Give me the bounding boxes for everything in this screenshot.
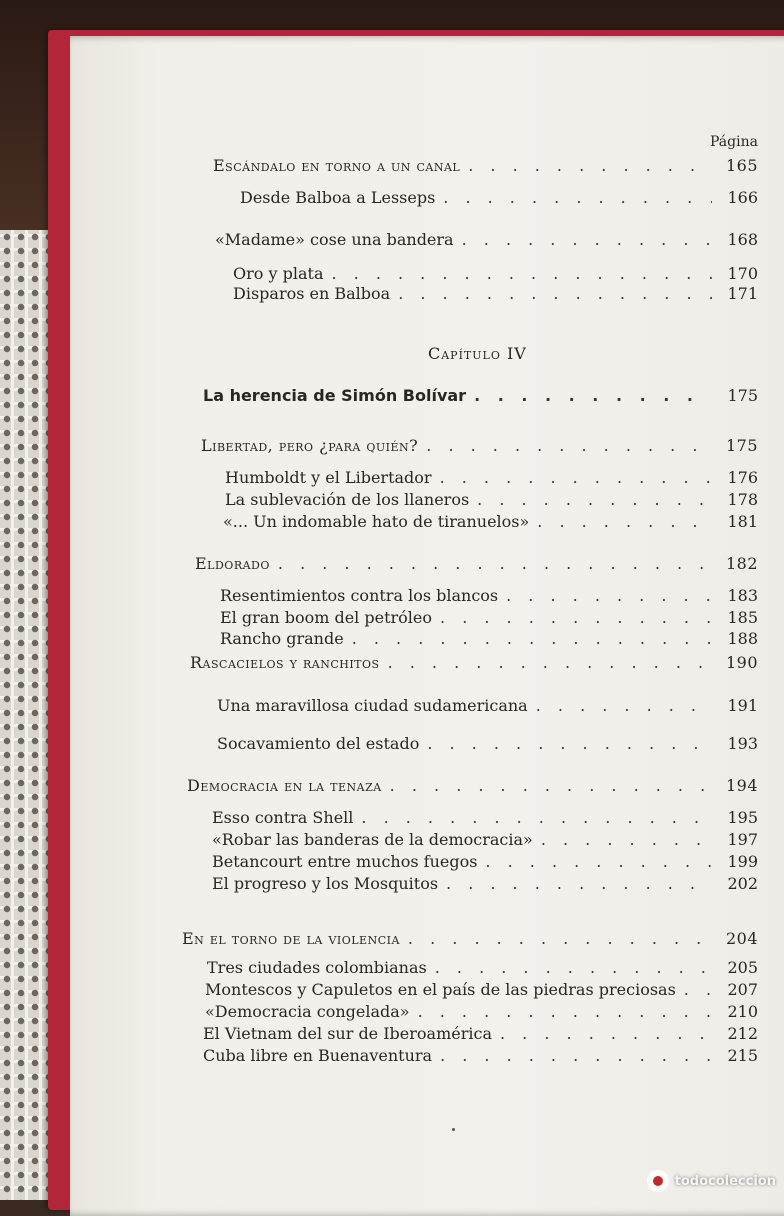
toc-entry: Eldorado . . . 182 [195,554,758,580]
toc-entry: Una maravillosa ciudad sudamericana . . . 191 [217,696,758,722]
watermark-text: todocoleccion [674,1173,776,1189]
toc-entry: El Vietnam del sur de Iberoamérica . . . 212 [203,1024,758,1050]
toc-entry: «... Un indomable hato de tiranuelos» . . . 181 [223,512,758,538]
toc-entry: En el torno de la violencia . . . 204 [182,929,758,955]
toc-entry: Montescos y Capuletos en el país de las piedras preciosas . . . 207 [205,980,758,1006]
toc-entry: Oro y plata . . . 170 [233,264,758,290]
book-page [70,36,784,1216]
toc-entry: El gran boom del petróleo . . . 185 [220,608,758,634]
paper-speck [452,1128,455,1131]
toc-entry: Tres ciudades colombianas . . . 205 [207,958,758,984]
toc-entry: El progreso y los Mosquitos . . . 202 [212,874,758,900]
pagina-label: Página [710,134,758,150]
toc-entry: «Madame» cose una bandera . . . 168 [215,230,758,256]
toc-entry: La sublevación de los llaneros . . . 178 [225,490,758,516]
toc-entry: Escándalo en torno a un canal . . . 165 [213,156,758,182]
toc-entry: Socavamiento del estado . . . 193 [217,734,758,760]
toc-entry: Esso contra Shell . . . 195 [212,808,758,834]
toc-entry: Rascacielos y ranchitos . . . 190 [190,653,758,679]
toc-entry: Democracia en la tenaza . . . 194 [187,776,758,802]
toc-entry: «Robar las banderas de la democracia» . . . 197 [212,830,758,856]
toc-entry: «Democracia congelada» . . . 210 [205,1002,758,1028]
watermark-logo-icon [647,1170,669,1192]
toc-entry: Libertad, pero ¿para quién? . . . 175 [201,436,758,462]
chapter-heading: Capítulo IV [428,344,527,363]
toc-entry: Humboldt y el Libertador . . . 176 [225,468,758,494]
toc-entry: Resentimientos contra los blancos . . . 183 [220,586,758,612]
toc-entry: Desde Balboa a Lesseps . . . 166 [240,188,758,214]
toc-entry: Disparos en Balboa . . . 171 [233,284,758,310]
toc-chapter-title: La herencia de Simón Bolívar . . . 175 [203,386,758,412]
watermark [600,1162,784,1200]
toc-entry: Cuba libre en Buenaventura . . . 215 [203,1046,758,1072]
toc-entry: Betancourt entre muchos fuegos . . . 199 [212,852,758,878]
toc-entry: Rancho grande . . . 188 [220,629,758,655]
